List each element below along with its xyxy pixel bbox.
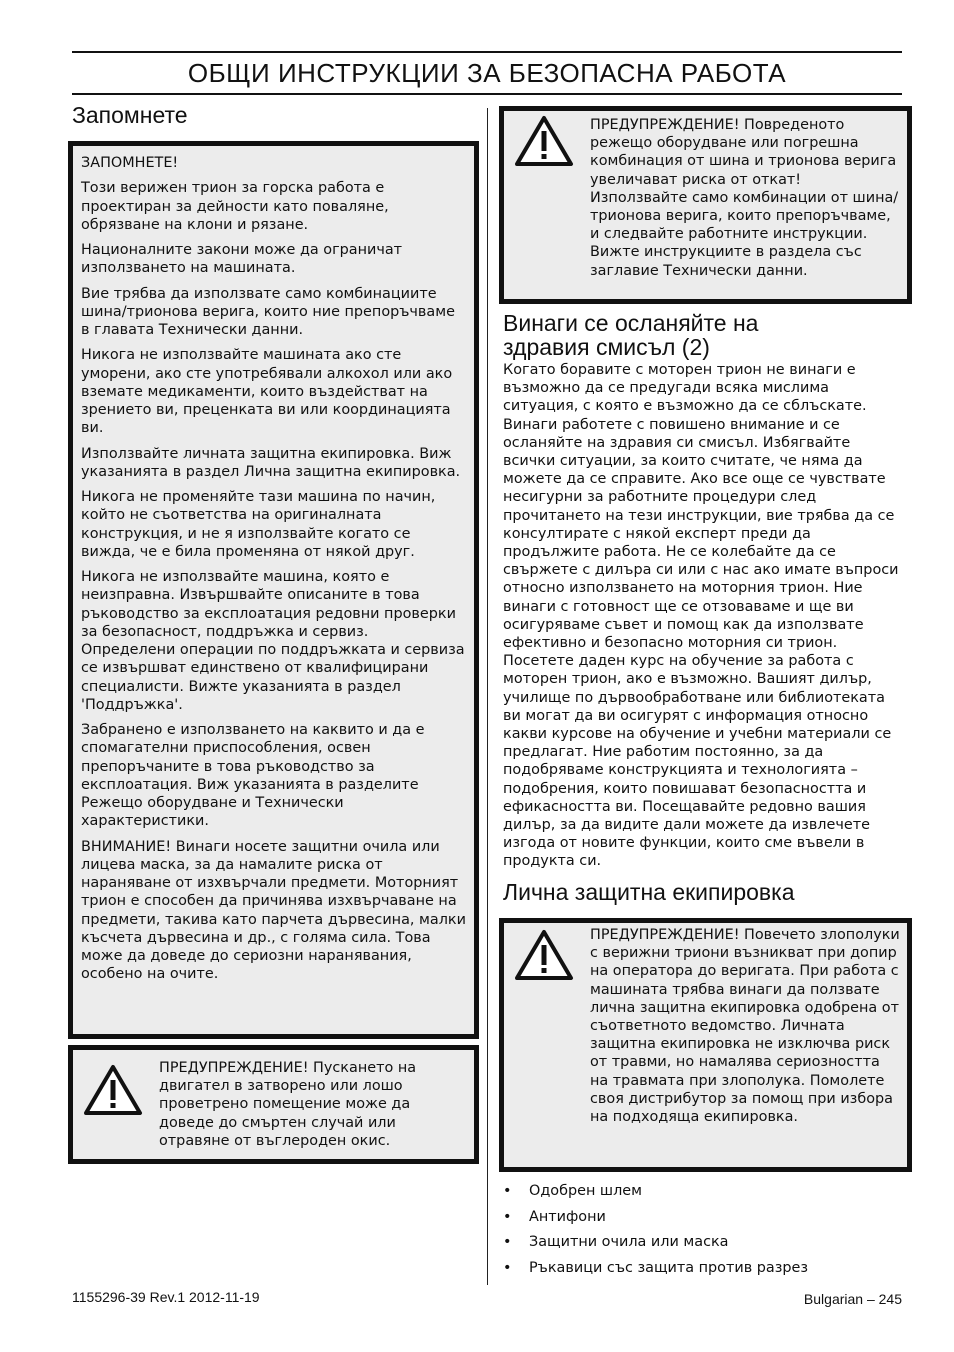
remember-paragraph: Никога не използвайте машината ако сте уморени, ако сте употребявали алкохол или ако вземате медикаменти, които въздействат на зрението ви, преценката ви или координацията ви. [81,347,453,437]
list-item: • Одобрен шлем [503,1182,902,1208]
heading-common-sense-line2: здравия смисъл (2) [503,334,710,360]
remember-paragraph: Никога не променяйте тази машина по начин, който не съответства на оригиналната конструкция, и не я използвайте когато се вижда, че е била променяна от някой друг. [81,489,436,560]
remember-paragraph: Използвайте личната защитна екипировка. Виж указанията в раздел Лична защитна екипировка. [81,445,461,480]
heading-remember: Запомнете [72,102,188,128]
warning-box-cutting-equipment [499,106,912,304]
page-title: ОБЩИ ИНСТРУКЦИИ ЗА БЕЗОПАСНА РАБОТА [187,58,787,88]
remember-paragraph: Този верижен трион за горска работа е проектиран за дейности като поваляне, обрязване на клони и рязане. [81,180,389,233]
remember-paragraph: Вие трябва да използвате само комбинациите шина/трионова верига, които ние препоръчваме в главата Технически данни. [81,285,455,338]
warning-triangle-icon [83,1064,143,1116]
heading-common-sense [503,311,758,359]
ppe-list [503,1182,902,1284]
title-rule-top [72,51,902,53]
warning-text-ppe: ПРЕДУПРЕЖДЕНИЕ! Повечето злополуки с верижни триони възникват при допир на оператора до веригата. При работа с машината трябва винаги да ползвате лична защитна екипировка одобрена от съответното ведомство. Личната защитна екипировка не изключва риск от травми, но намалява сериозността на травмата при злополука. Помолете своя дистрибутор за помощ при избора на подходяща екипировка. [590,927,900,1126]
remember-paragraph: ВНИМАНИЕ! Винаги носете защитни очила или лицева маска, за да намалите риска от нараняване от изхвърчали предмети. Моторният трион е способен да причинява изхвърчаване на предмети, такива като парчета дървесина, малки късчета дървесина и др., с голяма сила. Това може да доведе до сериозни наранявания, особено на очите. [81,838,466,983]
list-item: • Ръкавици със защита против разрез [503,1259,902,1285]
remember-paragraph: ЗАПОМНЕТЕ! [81,155,179,171]
warning-box-exhaust [68,1045,479,1164]
common-sense-text: Когато боравите с моторен трион не винаги е възможно да се предугади всяка мислима ситуация, с която е възможно да се сблъскате. Винаги работете с повишено внимание и се осланяйте на здравия си смисъл. Избягвайте всички ситуации, за които считате, че няма да можете да се справите. Ако все още се чувствате несигурни за работните процедури след прочитането на тези инструкции, вие трябва да се консултирате с някой експерт преди да продължите работа. Не се колебайте да се свържете с дилъра си или с нас ако имате въпроси относно използването на моторния трион. Ние винаги с готовност ще се отзоваваме и ще ви осигуряваме съвет и помощ как да използвате ефективно и безопасно моторния си трион. Посетете даден курс на обучение за работа с моторен трион, ако е възможно. Вашият дилър, училище по дървообработване или библиотеката ви могат да ви осигурят с информация относно какви курсове на обучение и учебни материали се предлагат. Ние работим постоянно, за да подобряваме конструкцията и технологията – подобрения, които повишават безопасността и ефикасността ви. Посещавайте редовно вашия дилър, за да видите дали можете да извлечете изгода от новите функции, които сме въвели в продукта си. [503,362,899,870]
footer-doc-id: 1155296-39 Rev.1 2012-11-19 [72,1289,260,1305]
footer-page-number: Bulgarian – 245 [803,1291,902,1307]
title-rule-bottom [72,93,902,95]
warning-triangle-icon [514,115,574,167]
remember-paragraph: Забранено е използването на каквито и да е спомагателни приспособления, освен препоръчаните в това ръководство за експлоатация. Виж указанията в разделите Режещо оборудване и Технически характеристики. [81,722,425,830]
warning-triangle-icon [514,929,574,981]
list-item: • Защитни очила или маска [503,1233,902,1259]
list-item: • Антифони [503,1208,902,1234]
heading-ppe: Лична защитна екипировка [503,879,795,905]
remember-paragraph: Никога не използвайте машина, която е неизправна. Извършвайте описаните в това ръководство за експлоатация редовни проверки за безопасност, поддръжка и сервиз. Определени операции по поддръжката и сервиза се извършват единствено от квалифицирани специалисти. Вижте указанията в раздел 'Поддръжка'. [81,569,465,713]
remember-paragraph: Националните закони може да ограничат използването на машината. [81,242,403,277]
warning-box-ppe [499,918,912,1172]
remember-box [68,141,479,1039]
column-divider [487,108,488,1285]
heading-common-sense-line1: Винаги се осланяйте на [503,310,759,336]
warning-text-cutting-equipment: ПРЕДУПРЕЖДЕНИЕ! Повреденото режещо оборудване или погрешна комбинация от шина и трионова верига увеличават риска от откат! Използвайте само комбинации от шина/трионова верига, които препоръчваме, и следвайте работните инструкции. Вижте инструкциите в раздела със заглавие Технически данни. [590,117,899,279]
warning-text-exhaust: ПРЕДУПРЕЖДЕНИЕ! Пускането на двигател в затворено или лошо проветрено помещение може да доведе до смъртен случай или отравяне от въглероден окис. [159,1060,417,1149]
